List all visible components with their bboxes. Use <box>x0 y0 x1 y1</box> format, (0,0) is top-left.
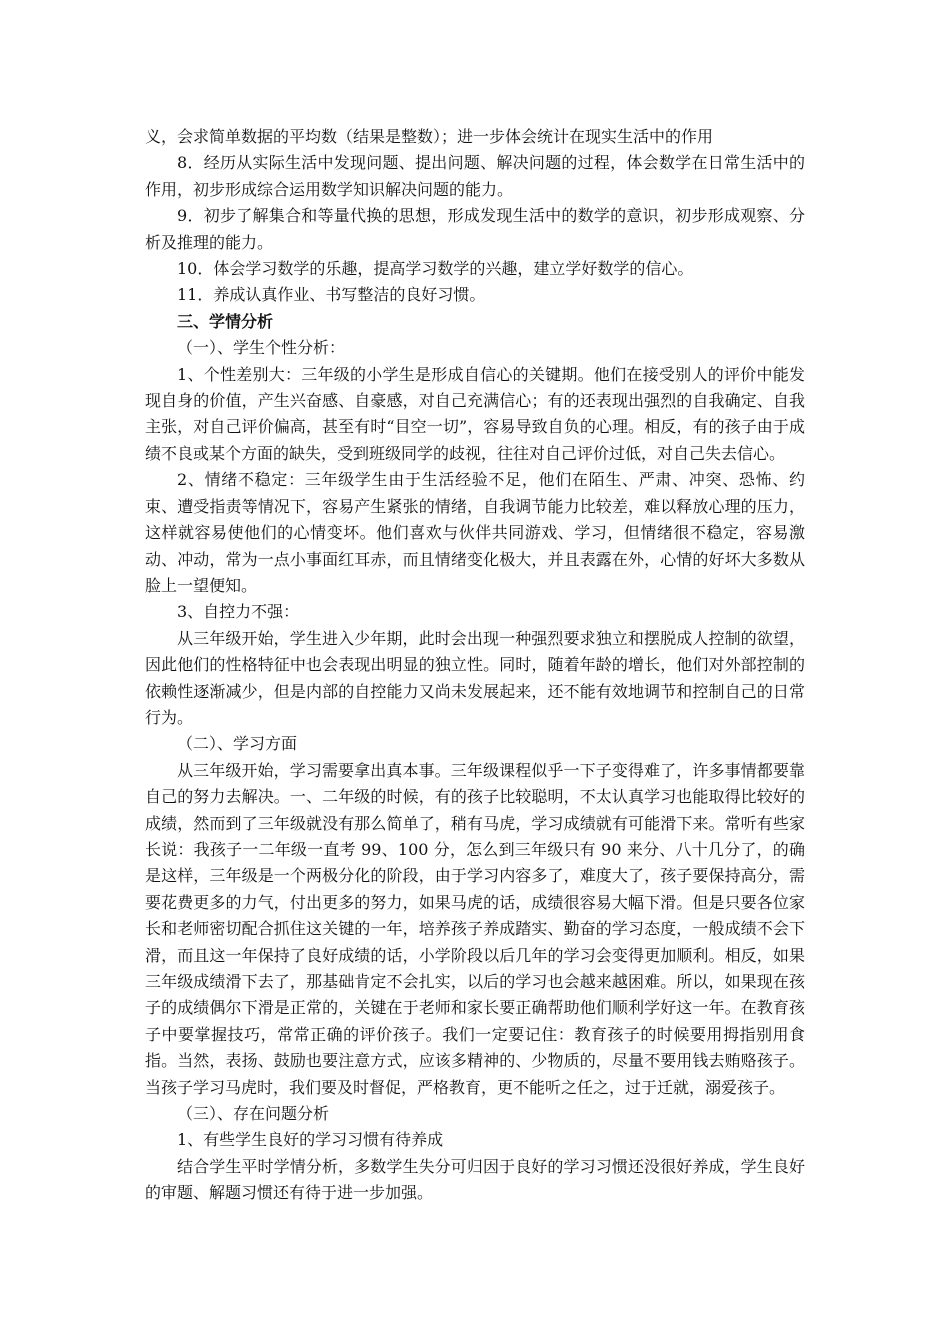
paragraph-objective-8: 8．经历从实际生活中发现问题、提出问题、解决问题的过程，体会数学在日常生活中的作用，初步形成综合运用数学知识解决问题的能力。 <box>145 153 805 199</box>
paragraph-self-control-title: 3、自控力不强： <box>177 602 300 622</box>
paragraph-learning: 从三年级开始，学习需要拿出真本事。三年级课程似乎一下子变得难了，许多事情都要靠自己的努力去解决。一、二年级的时候，有的孩子比较聪明，不太认真学习也能取得比较好的成绩，然而到了三年级就没有那么简单了，稍有马虎，学习成绩就有可能滑下来。常听有些家长说：我孩子一二年级一直考 99、100 分，怎么到三年级只有 90 来分、八十几分了，的确是这样，三年级是一个两极分化的阶段，由于学习内容多了，难度大了，孩子要保持高分，需要花费更多的力气，付出更多的努力，如果马虎的话，成绩很容易大幅下滑。但是只要各位家长和老师密切配合抓住这关键的一年，培养孩子养成踏实、勤奋的学习态度，一般成绩不会下滑，而且这一年保持了良好成绩的话，小学阶段以后几年的学习会变得更加顺利。相反，如果三年级成绩滑下去了，那基础肯定不会扎实，以后的学习也会越来越困难。所以，如果现在孩子的成绩偶尔下滑是正常的，关键在于老师和家长要正确帮助他们顺利学好这一年。在教育孩子中要掌握技巧，常常正确的评价孩子。我们一定要记住：教育孩子的时候要用拇指别用食指。当然，表扬、鼓励也要注意方式，应该多精神的、少物质的，尽量不要用钱去贿赂孩子。当孩子学习马虎时，我们要及时督促，严格教育，更不能听之任之，过于迁就，溺爱孩子。 <box>145 760 805 1097</box>
paragraph-objective-11: 11．养成认真作业、书写整洁的良好习惯。 <box>177 285 486 305</box>
paragraph-self-control: 从三年级开始，学生进入少年期，此时会出现一种强烈要求独立和摆脱成人控制的欲望，因此他们的性格特征中也会表现出明显的独立性。同时，随着年龄的增长，他们对外部控制的依赖性逐渐减少，但是内部的自控能力又尚未发展起来，还不能有效地调节和控制自己的日常行为。 <box>145 628 805 727</box>
paragraph-objective-9: 9．初步了解集合和等量代换的思想，形成发现生活中的数学的意识，初步形成观察、分析及推理的能力。 <box>145 206 805 252</box>
subheading-personality: （一）、学生个性分析： <box>177 338 346 358</box>
paragraph-emotional-instability: 2、情绪不稳定：三年级学生由于生活经验不足，他们在陌生、严肃、冲突、恐怖、约束、遭受指责等情况下，容易产生紧张的情绪，自我调节能力比较差，难以释放心理的压力，这样就容易使他们的心情变坏。他们喜欢与伙伴共同游戏、学习，但情绪很不稳定，容易激动、冲动，常为一点小事面红耳赤，而且情绪变化极大，并且表露在外，心情的好坏大多数从脸上一望便知。 <box>145 470 805 595</box>
section-heading-student-analysis: 三、学情分析 <box>177 311 274 331</box>
paragraph-habits: 结合学生平时学情分析，多数学生失分可归因于良好的学习习惯还没很好养成，学生良好的审题、解题习惯还有待于进一步加强。 <box>145 1156 805 1203</box>
paragraph-objective-10: 10．体会学习数学的乐趣，提高学习数学的兴趣，建立学好数学的信心。 <box>177 259 694 279</box>
paragraph-individual-differences: 1、个性差别大：三年级的小学生是形成自信心的关键期。他们在接受别人的评价中能发现自身的价值，产生兴奋感、自豪感，对自己充满信心；有的还表现出强烈的自我确定、自我主张，对自己评价偏高，甚至有时“目空一切”，容易导致自负的心理。相反，有的孩子由于成绩不良或某个方面的缺失，受到班级同学的歧视，往往对自己评价过低，对自己失去信心。 <box>145 364 805 463</box>
paragraph-habits-title: 1、有些学生良好的学习习惯有待养成 <box>177 1130 444 1150</box>
subheading-learning: （二）、学习方面 <box>177 734 298 754</box>
paragraph-objective-7-tail: 义，会求简单数据的平均数（结果是整数）；进一步体会统计在现实生活中的作用 <box>145 127 714 146</box>
subheading-problems: （三）、存在问题分析 <box>177 1104 330 1124</box>
document-page <box>145 124 805 1207</box>
